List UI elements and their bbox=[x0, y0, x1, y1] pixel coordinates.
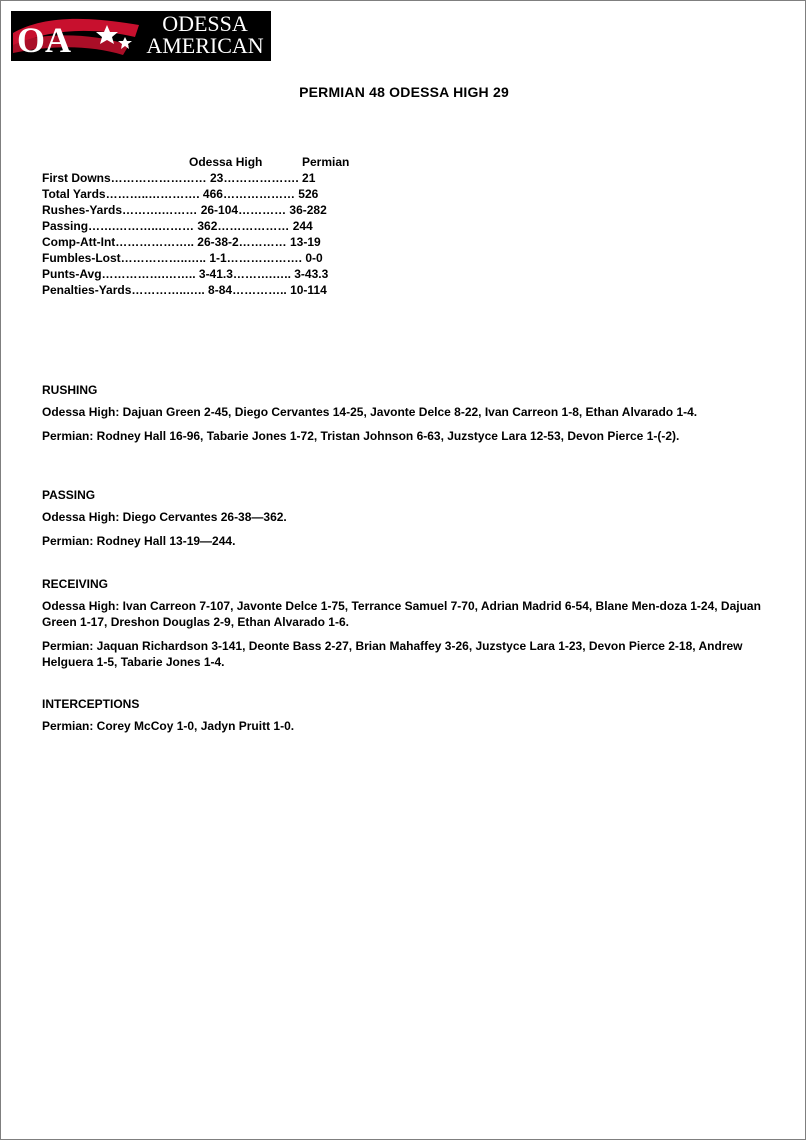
interceptions-line-permian: Permian: Corey McCoy 1-0, Jadyn Pruitt 1-0. bbox=[42, 719, 295, 733]
stat-row: Total Yards………..…………. 466……………… 526 bbox=[42, 187, 319, 201]
stat-row: First Downs…………………… 23………………. 21 bbox=[42, 171, 316, 185]
receiving-line-permian: Permian: Jaquan Richardson 3-141, Deonte Bass 2-27, Brian Mahaffey 3-26, Juzstyce Lara 1-23, Devon Pierce 2-18, Andrew Helguera 1-5, Tabarie Jones 1-4. bbox=[42, 639, 743, 669]
team-stats-header bbox=[42, 154, 350, 170]
team2-column-header: Permian bbox=[302, 155, 350, 169]
logo-initials: OA bbox=[17, 20, 71, 60]
receiving-line-odessa: Odessa High: Ivan Carreon 7-107, Javonte Delce 1-75, Terrance Samuel 7-70, Adrian Madrid 6-54, Blane Men-doza 1-24, Dajuan Green 1-17, Dreshon Douglas 2-9, Ethan Alvarado 1-6. bbox=[42, 599, 761, 629]
team1-column-header: Odessa High bbox=[189, 155, 263, 169]
logo-name-line2: AMERICAN bbox=[146, 33, 264, 58]
stat-row: Comp-Att-Int……………….. 26-38-2………… 13-19 bbox=[42, 235, 321, 249]
page-title: PERMIAN 48 ODESSA HIGH 29 bbox=[299, 84, 509, 100]
logo-name bbox=[141, 13, 269, 57]
interceptions-section bbox=[42, 696, 767, 742]
stat-row: Fumbles-Lost……………..….. 1-1………………. 0-0 bbox=[42, 251, 323, 265]
interceptions-heading: INTERCEPTIONS bbox=[42, 697, 140, 711]
passing-line-odessa: Odessa High: Diego Cervantes 26-38—362. bbox=[42, 510, 287, 524]
receiving-section bbox=[42, 576, 767, 678]
rushing-section bbox=[42, 382, 767, 452]
stat-row: Punts-Avg…………….…….. 3-41.3……….….. 3-43.3 bbox=[42, 267, 329, 281]
passing-heading: PASSING bbox=[42, 488, 96, 502]
rushing-line-odessa: Odessa High: Dajuan Green 2-45, Diego Cervantes 14-25, Javonte Delce 8-22, Ivan Carreon 1-8, Ethan Alvarado 1-4. bbox=[42, 405, 698, 419]
passing-line-permian: Permian: Rodney Hall 13-19—244. bbox=[42, 534, 236, 548]
stat-row: Rushes-Yards……….……… 26-104………… 36-282 bbox=[42, 203, 327, 217]
stat-row: Passing…….………..……… 362……………… 244 bbox=[42, 219, 313, 233]
logo-name-line1: ODESSA bbox=[162, 11, 248, 36]
rushing-line-permian: Permian: Rodney Hall 16-96, Tabarie Jones 1-72, Tristan Johnson 6-63, Juzstyce Lara 12-53, Devon Pierce 1-(-2). bbox=[42, 429, 680, 443]
rushing-heading: RUSHING bbox=[42, 383, 98, 397]
team-stats-table bbox=[42, 154, 350, 298]
stat-row: Penalties-Yards…………..….. 8-84………….. 10-114 bbox=[42, 283, 327, 297]
passing-section bbox=[42, 487, 767, 557]
odessa-american-logo bbox=[11, 11, 271, 61]
receiving-heading: RECEIVING bbox=[42, 577, 109, 591]
